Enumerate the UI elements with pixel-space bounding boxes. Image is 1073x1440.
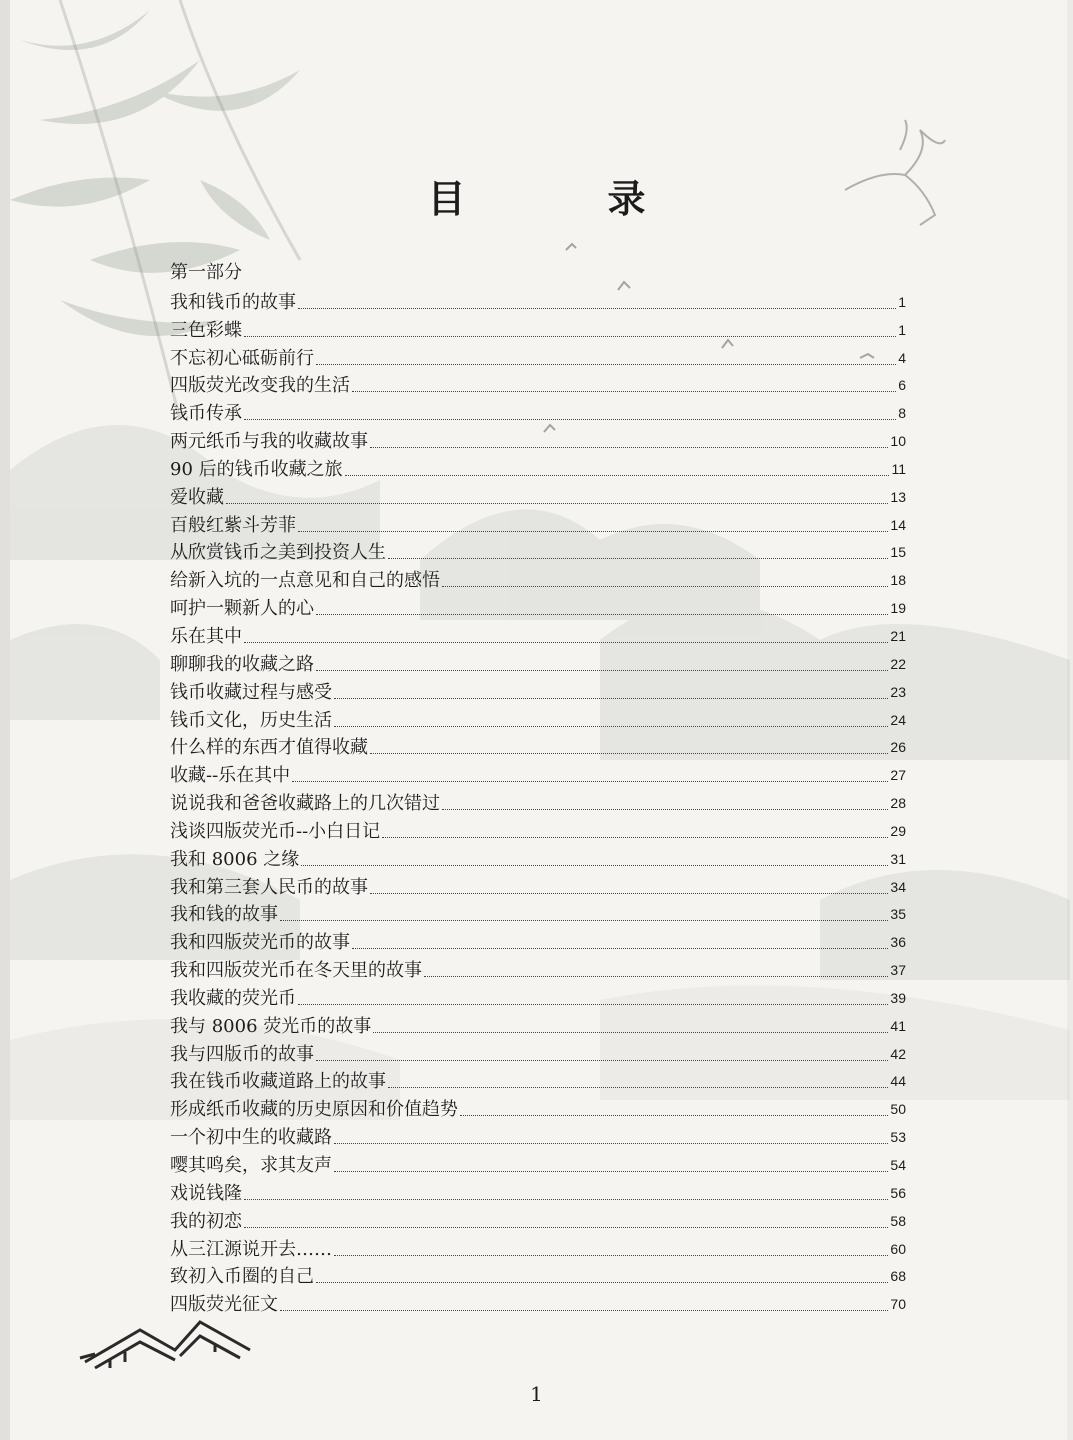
toc-entry-title: 我和钱的故事 xyxy=(170,904,278,926)
toc-entry-title: 我和 8006 之缘 xyxy=(170,848,300,870)
toc-entry[interactable] xyxy=(170,648,906,676)
toc-dot-leader xyxy=(388,1087,888,1088)
toc-dot-leader xyxy=(352,948,888,949)
toc-entry[interactable] xyxy=(170,1288,906,1316)
toc-entry[interactable] xyxy=(170,815,906,843)
toc-entry-title: 我收藏的荧光币 xyxy=(170,987,296,1009)
section-label: 第一部分 xyxy=(170,262,242,283)
toc-entry-page: 36 xyxy=(890,934,906,951)
toc-entry-page: 34 xyxy=(890,878,906,895)
toc-entry-page: 15 xyxy=(890,544,906,561)
toc-entry[interactable] xyxy=(170,1093,906,1121)
toc-entry[interactable] xyxy=(170,787,906,815)
toc-entry-page: 37 xyxy=(890,962,906,979)
toc-entry[interactable] xyxy=(170,843,906,871)
toc-entry-title: 说说我和爸爸收藏路上的几次错过 xyxy=(170,793,440,815)
page-title: 目 录 xyxy=(427,177,698,221)
toc-entry[interactable] xyxy=(170,732,906,760)
toc-entry-title: 四版荧光征文 xyxy=(170,1294,278,1316)
toc-entry-page: 11 xyxy=(891,460,906,477)
toc-dot-leader xyxy=(226,503,888,504)
toc-entry[interactable] xyxy=(170,1121,906,1149)
toc-entry-page: 29 xyxy=(890,822,906,839)
toc-entry-title: 我和四版荧光币的故事 xyxy=(170,932,350,954)
toc-entry[interactable] xyxy=(170,397,906,425)
toc-entry[interactable] xyxy=(170,453,906,481)
toc-entry-page: 1 xyxy=(898,293,906,310)
toc-entry-page: 53 xyxy=(890,1129,906,1146)
toc-entry-page: 31 xyxy=(890,850,906,867)
toc-dot-leader xyxy=(292,781,888,782)
toc-dot-leader xyxy=(460,1115,888,1116)
toc-entry-page: 58 xyxy=(890,1212,906,1229)
toc-dot-leader xyxy=(373,1032,888,1033)
toc-entry-title: 四版荧光改变我的生活 xyxy=(170,375,350,397)
toc-entry-title: 90 后的钱币收藏之旅 xyxy=(170,458,343,480)
toc-entry-page: 26 xyxy=(890,739,906,756)
toc-entry-title: 收藏--乐在其中 xyxy=(170,765,291,787)
toc-entry[interactable] xyxy=(170,982,906,1010)
toc-dot-leader xyxy=(352,391,896,392)
toc-entry[interactable] xyxy=(170,342,906,370)
toc-entry-title: 钱币文化，历史生活 xyxy=(170,709,332,731)
toc-entry-title: 我和钱币的故事 xyxy=(170,291,296,313)
toc-dot-leader xyxy=(316,614,888,615)
toc-entry[interactable] xyxy=(170,592,906,620)
toc-dot-leader xyxy=(244,1227,888,1228)
toc-entry-page: 42 xyxy=(890,1045,906,1062)
toc-entry[interactable] xyxy=(170,286,906,314)
toc-dot-leader xyxy=(298,1004,888,1005)
toc-entry[interactable] xyxy=(170,314,906,342)
toc-entry-title: 呵护一颗新人的心 xyxy=(170,598,314,620)
toc-entry-page: 41 xyxy=(890,1017,906,1034)
toc-dot-leader xyxy=(244,336,896,337)
toc-entry[interactable] xyxy=(170,871,906,899)
toc-dot-leader xyxy=(388,558,888,559)
toc-dot-leader xyxy=(382,837,888,838)
toc-entry[interactable] xyxy=(170,1261,906,1289)
toc-entry-page: 8 xyxy=(898,405,906,422)
toc-entry-title: 我的初恋 xyxy=(170,1210,242,1232)
toc-entry[interactable] xyxy=(170,1066,906,1094)
toc-dot-leader xyxy=(316,670,888,671)
toc-entry[interactable] xyxy=(170,1233,906,1261)
toc-entry-title: 钱币传承 xyxy=(170,403,242,425)
toc-entry[interactable] xyxy=(170,704,906,732)
toc-entry-title: 什么样的东西才值得收藏 xyxy=(170,737,368,759)
toc-dot-leader xyxy=(301,865,888,866)
toc-entry[interactable] xyxy=(170,564,906,592)
toc-entry-page: 24 xyxy=(890,711,906,728)
toc-dot-leader xyxy=(370,893,888,894)
toc-entry-page: 22 xyxy=(890,655,906,672)
table-of-contents xyxy=(170,286,906,1316)
toc-entry-title: 我和四版荧光币在冬天里的故事 xyxy=(170,960,422,982)
toc-entry-page: 28 xyxy=(890,795,906,812)
toc-dot-leader xyxy=(370,447,888,448)
toc-entry-page: 68 xyxy=(890,1268,906,1285)
roof-icon xyxy=(80,1322,250,1368)
toc-entry-title: 我在钱币收藏道路上的故事 xyxy=(170,1071,386,1093)
toc-entry-title: 三色彩蝶 xyxy=(170,319,242,341)
toc-entry[interactable] xyxy=(170,676,906,704)
toc-entry-page: 54 xyxy=(890,1157,906,1173)
toc-entry-title: 致初入币圈的自己 xyxy=(170,1266,314,1288)
toc-entry-title: 从欣赏钱币之美到投资人生 xyxy=(170,542,386,564)
toc-entry[interactable] xyxy=(170,926,906,954)
toc-entry[interactable] xyxy=(170,899,906,927)
toc-dot-leader xyxy=(244,419,896,420)
toc-entry-page: 60 xyxy=(890,1240,906,1257)
toc-entry[interactable] xyxy=(170,481,906,509)
toc-entry-page: 35 xyxy=(890,906,906,923)
toc-entry[interactable] xyxy=(170,1149,906,1177)
toc-entry-page: 19 xyxy=(890,600,906,617)
toc-dot-leader xyxy=(370,753,888,754)
toc-entry-title: 两元纸币与我的收藏故事 xyxy=(170,431,368,453)
toc-dot-leader xyxy=(334,726,888,727)
toc-entry[interactable] xyxy=(170,425,906,453)
toc-entry[interactable] xyxy=(170,1038,906,1066)
toc-entry-page: 1 xyxy=(898,321,906,338)
toc-entry[interactable] xyxy=(170,1010,906,1038)
toc-entry-page: 10 xyxy=(890,433,906,450)
toc-entry-title: 戏说钱隆 xyxy=(170,1182,242,1204)
toc-entry-page: 13 xyxy=(890,488,906,505)
toc-entry-title: 我与四版币的故事 xyxy=(170,1043,314,1065)
toc-entry-title: 浅谈四版荧光币--小白日记 xyxy=(170,820,381,842)
toc-dot-leader xyxy=(316,1060,888,1061)
toc-dot-leader xyxy=(442,809,888,810)
toc-entry-page: 6 xyxy=(898,377,906,394)
toc-dot-leader xyxy=(244,1199,888,1200)
toc-dot-leader xyxy=(298,308,896,309)
toc-entry-page: 14 xyxy=(890,516,906,533)
toc-dot-leader xyxy=(316,364,896,365)
toc-dot-leader xyxy=(334,698,888,699)
toc-entry-page: 18 xyxy=(890,572,906,589)
toc-entry-page: 39 xyxy=(890,989,906,1006)
toc-entry[interactable] xyxy=(170,1205,906,1233)
toc-entry-title: 不忘初心砥砺前行 xyxy=(170,347,314,369)
toc-entry-page: 27 xyxy=(890,767,906,784)
toc-entry[interactable] xyxy=(170,1177,906,1205)
toc-dot-leader xyxy=(334,1255,888,1256)
toc-entry[interactable] xyxy=(170,537,906,565)
toc-entry[interactable] xyxy=(170,370,906,398)
toc-entry[interactable] xyxy=(170,759,906,787)
toc-dot-leader xyxy=(334,1171,888,1172)
toc-entry-page: 56 xyxy=(890,1184,906,1201)
toc-dot-leader xyxy=(345,475,890,476)
toc-entry-page: 4 xyxy=(898,349,906,366)
toc-entry[interactable] xyxy=(170,954,906,982)
toc-dot-leader xyxy=(298,531,888,532)
toc-entry-page: 50 xyxy=(890,1101,906,1118)
toc-entry-title: 形成纸币收藏的历史原因和价值趋势 xyxy=(170,1099,458,1121)
toc-dot-leader xyxy=(442,586,888,587)
toc-entry-title: 乐在其中 xyxy=(170,625,242,647)
toc-entry-page: 44 xyxy=(890,1073,906,1090)
toc-entry-title: 百般红紫斗芳菲 xyxy=(170,514,296,536)
toc-entry-title: 聊聊我的收藏之路 xyxy=(170,653,314,675)
toc-entry-page: 21 xyxy=(890,627,906,644)
toc-entry-title: 爱收藏 xyxy=(170,486,224,508)
toc-entry-title: 我和第三套人民币的故事 xyxy=(170,876,368,898)
toc-dot-leader xyxy=(244,642,888,643)
toc-dot-leader xyxy=(334,1143,888,1144)
page-number: 1 xyxy=(530,1382,543,1406)
toc-dot-leader xyxy=(280,920,888,921)
toc-entry-title: 钱币收藏过程与感受 xyxy=(170,681,332,703)
toc-entry-title: 给新入坑的一点意见和自己的感悟 xyxy=(170,570,440,592)
toc-dot-leader xyxy=(424,976,888,977)
toc-entry-title: 我与 8006 荧光币的故事 xyxy=(170,1015,372,1037)
toc-entry[interactable] xyxy=(170,620,906,648)
toc-dot-leader xyxy=(316,1282,888,1283)
toc-dot-leader xyxy=(280,1310,888,1311)
toc-entry[interactable] xyxy=(170,509,906,537)
toc-entry-title: 嘤其鸣矣，求其友声 xyxy=(170,1155,332,1176)
toc-entry-page: 23 xyxy=(890,683,906,700)
toc-entry-page: 70 xyxy=(890,1296,906,1313)
toc-entry-title: 从三江源说开去…… xyxy=(170,1238,332,1260)
toc-entry-title: 一个初中生的收藏路 xyxy=(170,1127,332,1149)
